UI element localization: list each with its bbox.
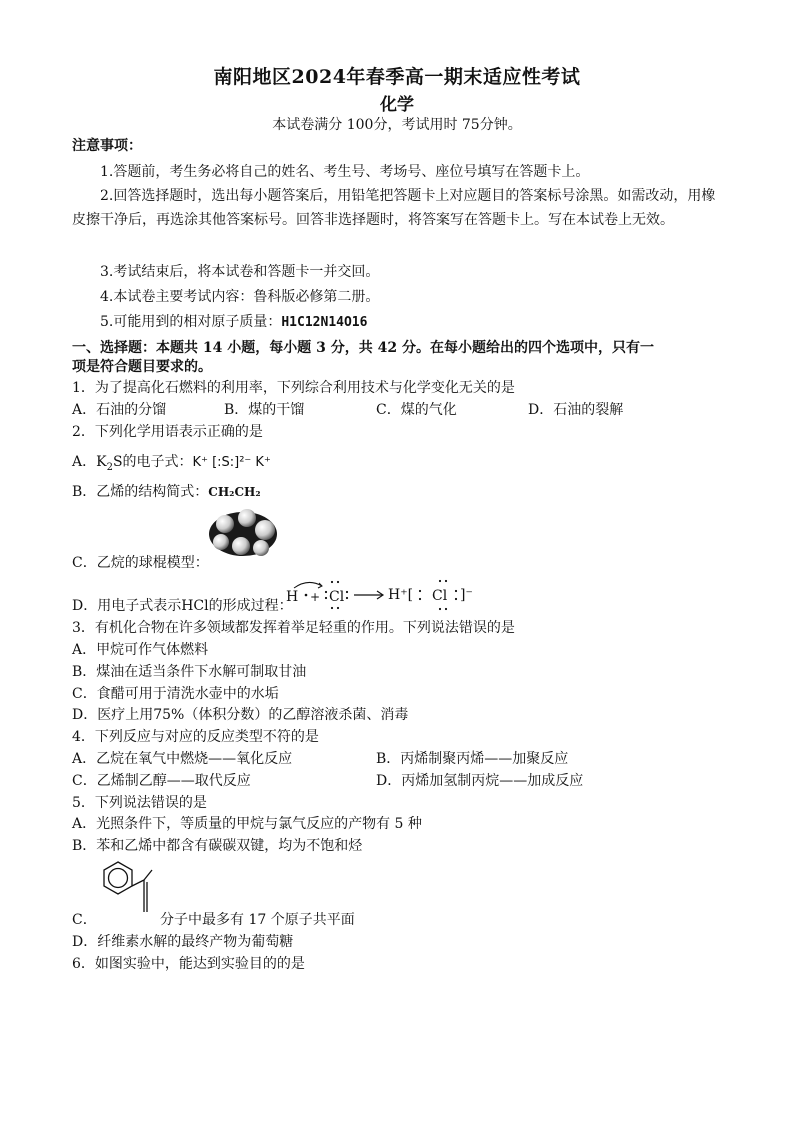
q5-option-c-label: C． (72, 912, 97, 928)
ethane-model-image (207, 508, 279, 558)
q2-b-text: B．乙烯的结构简式： (72, 484, 209, 500)
exam-title: 南阳地区2024年春季高一期末适应性考试 (213, 66, 581, 88)
q4-option-d: D．丙烯加氢制丙烷——加成反应 (376, 773, 584, 789)
atomic-masses: H1C12N14O16 (281, 315, 368, 330)
hcl-formation-diagram (284, 578, 494, 612)
q2-a-text: S的电子式： (112, 454, 193, 470)
q5-stem: 5．下列说法错误的是 (72, 795, 207, 811)
q4-option-c: C．乙烯制乙醇——取代反应 (72, 773, 251, 789)
note-3: 3.考试结束后，将本试卷和答题卡一并交回。 (100, 264, 380, 280)
section-1-heading-2: 项是符合题目要求的。 (72, 359, 212, 375)
q2-stem: 2．下列化学用语表示正确的是 (72, 424, 263, 440)
note-5-prefix: 5.可能用到的相对原子质量： (100, 314, 282, 330)
q3-option-a: A．甲烷可作气体燃料 (72, 642, 209, 658)
q2-option-c: C．乙烷的球棍模型： (72, 555, 209, 571)
hcl-product-cl: Cl (432, 588, 448, 604)
ethylene-formula: CH₂CH₂ (208, 485, 261, 499)
note-2: 2.回答选择题时，选出每小题答案后，用铅笔把答题卡上对应题目的答案标号涂黑。如需改动，用橡皮擦干净后，再选涂其他答案标号。回答非选择题时，将答案写在答题卡上。写在本试卷上无效。 (72, 188, 716, 228)
q1-option-d: D．石油的裂解 (528, 402, 624, 418)
hcl-product-h: H⁺[ (388, 587, 414, 603)
q4-stem: 4．下列反应与对应的反应类型不符的是 (72, 729, 319, 745)
q5-option-d: D．纤维素水解的最终产物为葡萄糖 (72, 934, 294, 950)
methylstyrene-structure-image (96, 858, 158, 920)
hcl-plus: + (310, 590, 321, 604)
q1-option-c: C．煤的气化 (376, 402, 457, 418)
note-5 (100, 312, 367, 333)
exam-info: 本试卷满分 100分，考试用时 75分钟。 (272, 117, 522, 133)
q3-option-d: D．医疗上用75%（体积分数）的乙醇溶液杀菌、消毒 (72, 707, 409, 723)
q4-option-a: A．乙烷在氧气中燃烧——氧化反应 (72, 751, 293, 767)
q5-option-b: B．苯和乙烯中都含有碳碳双键，均为不饱和烃 (72, 838, 363, 854)
q1-option-a: A．石油的分馏 (72, 402, 167, 418)
q5-option-c: 分子中最多有 17 个原子共平面 (160, 912, 355, 928)
q1-stem: 1．为了提高化石燃料的利用率，下列综合利用技术与化学变化无关的是 (72, 380, 515, 396)
q3-stem: 3．有机化合物在许多领域都发挥着举足轻重的作用。下列说法错误的是 (72, 620, 515, 636)
q3-option-b: B．煤油在适当条件下水解可制取甘油 (72, 664, 307, 680)
hcl-product-end: ]⁻ (460, 587, 473, 603)
q4-option-b: B．丙烯制聚丙烯——加聚反应 (376, 751, 569, 767)
hcl-cl: Cl (329, 589, 345, 605)
notes-heading: 注意事项： (72, 138, 142, 154)
q1-option-b: B．煤的干馏 (224, 402, 305, 418)
q2-option-d: D．用电子式表示HCl的形成过程： (72, 598, 293, 614)
note-4: 4.本试卷主要考试内容：鲁科版必修第二册。 (100, 289, 380, 305)
q2-option-a (72, 452, 271, 478)
q2-option-b (72, 482, 261, 502)
section-1-heading: 一、选择题：本题共 14 小题，每小题 3 分，共 42 分。在每小题给出的四个选项中，只有一 (72, 340, 654, 356)
q3-option-c: C．食醋可用于清洗水壶中的水垢 (72, 686, 279, 702)
k2s-electron-formula: K⁺ [:S:]²⁻ K⁺ (192, 455, 271, 470)
q6-stem: 6．如图实验中，能达到实验目的的是 (72, 956, 305, 972)
hcl-h: H (286, 589, 299, 605)
q2-a-label: A．K (72, 454, 107, 470)
q5-option-a: A．光照条件下，等质量的甲烷与氯气反应的产物有 5 种 (72, 816, 422, 832)
note-1: 1.答题前，考生务必将自己的姓名、考生号、考场号、座位号填写在答题卡上。 (100, 164, 590, 180)
exam-subject: 化学 (380, 95, 414, 115)
q2-a-sub: 2 (106, 461, 113, 473)
